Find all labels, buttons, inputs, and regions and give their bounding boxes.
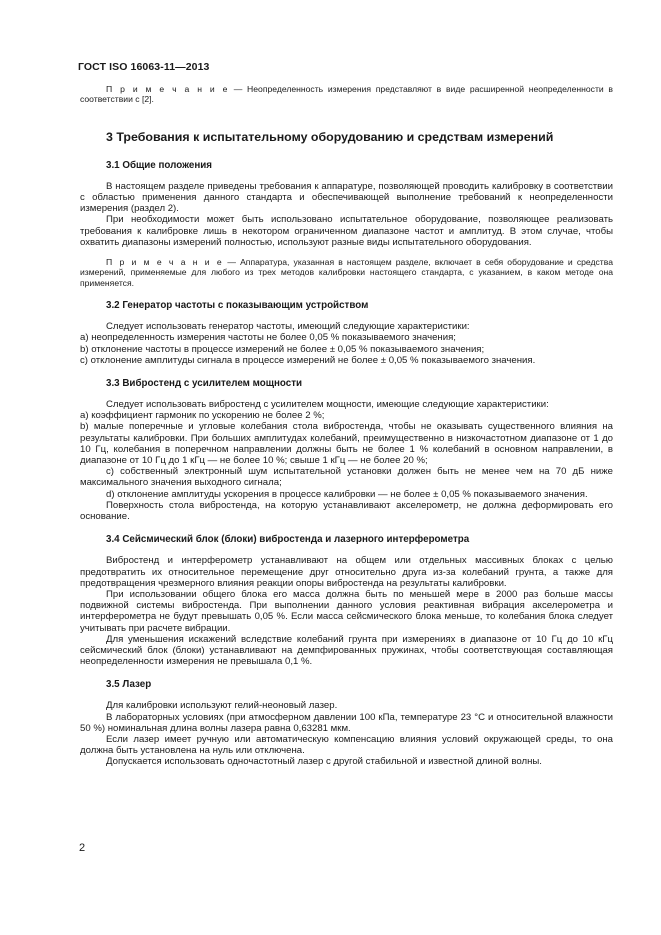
list-item: a) неопределенность измерения частоты не более 0,05 % показываемого значения; bbox=[80, 332, 456, 344]
section-3-1-title: 3.1 Общие положения bbox=[106, 159, 213, 171]
standard-header: ГОСТ ISO 16063-11—2013 bbox=[78, 61, 210, 73]
section-3-title: 3 Требования к испытательному оборудованию и средствам измерений bbox=[106, 129, 554, 144]
section-3-2-title: 3.2 Генератор частоты с показывающим устройством bbox=[106, 300, 369, 312]
note-text: — Неопределенность измерения представляют в виде расширенной неопределенности в соответствии с [2]. bbox=[80, 84, 613, 105]
paragraph: В лабораторных условиях (при атмосферном давлении 100 кПа, температуре 23 °C и относительной влажности 50 %) номинальная длина волны лазера равна 0,63281 мкм. bbox=[80, 711, 613, 734]
note-label: П р и м е ч а н и е bbox=[106, 84, 229, 94]
paragraph: Допускается использовать одночастотный лазер с другой стабильной и известной длиной волны. bbox=[106, 756, 542, 768]
paragraph: В настоящем разделе приведены требования к аппаратуре, позволяющей проводить калибровку в соответствии с областью применения данного стандарта и обеспечивающей выполнение требований к неопределенности измерения (раздел 2). bbox=[80, 180, 613, 215]
paragraph: Если лазер имеет ручную или автоматическую компенсацию влияния условий окружающей среды, то она должна быть установлена на нуль или отключена. bbox=[80, 733, 613, 757]
paragraph: Следует использовать генератор частоты, имеющий следующие характеристики: bbox=[106, 321, 470, 333]
paragraph: Вибростенд и интерферометр устанавливают на общем или отдельных массивных блоках с целью предотвратить их относительное перемещение друг относительно друга из-за колебаний грунта, а также для предотвращения чрезмерного влияния реакции опоры вибростенда на результаты калибровки. bbox=[80, 555, 613, 589]
paragraph: Следует использовать вибростенд с усилителем мощности, имеющие следующие характеристики: bbox=[106, 399, 549, 411]
page-number: 2 bbox=[79, 842, 86, 854]
note-label: П р и м е ч а н и е bbox=[106, 257, 224, 268]
section-3-4-title: 3.4 Сейсмический блок (блоки) вибростенда и лазерного интерферометра bbox=[106, 534, 470, 546]
section-3-3-title: 3.3 Вибростенд с усилителем мощности bbox=[106, 378, 303, 390]
list-item: d) отклонение амплитуды ускорения в процессе калибровки — не более ± 0,05 % показываемого значения. bbox=[106, 488, 588, 500]
list-item: b) малые поперечные и угловые колебания стола вибростенда, чтобы не оказывать существенного влияния на результаты калибровки. При больших амплитудах колебаний, преимущественно в низкочастотном диапазоне от 1 до 10 Гц, колебания в поперечном направлении должны быть не более 1 % колебаний в основном направлении, в диапазоне от 10 Гц до 1 кГц — не более 10 %; свыше 1 кГц — не более 20 %; bbox=[80, 421, 613, 467]
list-item: b) отклонение частоты в процессе измерений не более ± 0,05 % показываемого значения; bbox=[80, 343, 485, 355]
paragraph: Для уменьшения искажений вследствие колебаний грунта при измерениях в диапазоне от 10 Гц до 10 кГц сейсмический блок (блоки) устанавливают на демпфированных пружинах, чтобы соответствующая составляющая неопределенности измерения не превышала 0,1 %. bbox=[80, 633, 613, 668]
page-content bbox=[80, 84, 613, 768]
list-item: a) коэффициент гармоник по ускорению не более 2 %; bbox=[80, 410, 325, 422]
paragraph: Для калибровки используют гелий-неоновый лазер. bbox=[106, 700, 338, 712]
paragraph: При необходимости может быть использовано испытательное оборудование, позволяющее реализовать требования к калибровке лишь в некотором ограниченном диапазоне частот и амплитуд. В этом случае, чтобы охватить диапазоны измерений полностью, используют разные виды испытательного оборудования. bbox=[80, 214, 613, 248]
list-item: c) отклонение амплитуды сигнала в процессе измерений не более ± 0,05 % показываемого значения. bbox=[80, 354, 536, 366]
note-equipment bbox=[80, 257, 613, 288]
note-text: — Аппаратура, указанная в настоящем разделе, включает в себя оборудование и средства измерений, применяемые для любого из трех методов калибровки настоящего стандарта, с указанием, в каком методе она применяется. bbox=[80, 257, 613, 288]
paragraph: При использовании общего блока его масса должна быть по меньшей мере в 2000 раз больше массы подвижной системы вибростенда. При выполнении данного условия реактивная вибрация акселерометра и интерферометра не будут превышать 0,05 %. Если масса сейсмического блока меньше, то колебания блока следует учитывать при расчете вибрации. bbox=[80, 588, 613, 634]
section-3-5-title: 3.5 Лазер bbox=[106, 679, 152, 691]
paragraph: Поверхность стола вибростенда, на которую устанавливают акселерометр, не должна деформировать его основание. bbox=[80, 499, 613, 523]
note-uncertainty bbox=[80, 84, 613, 105]
list-item: c) собственный электронный шум испытательной установки должен быть не менее чем на 70 дБ ниже максимального значения выходного сигнала; bbox=[80, 466, 613, 489]
